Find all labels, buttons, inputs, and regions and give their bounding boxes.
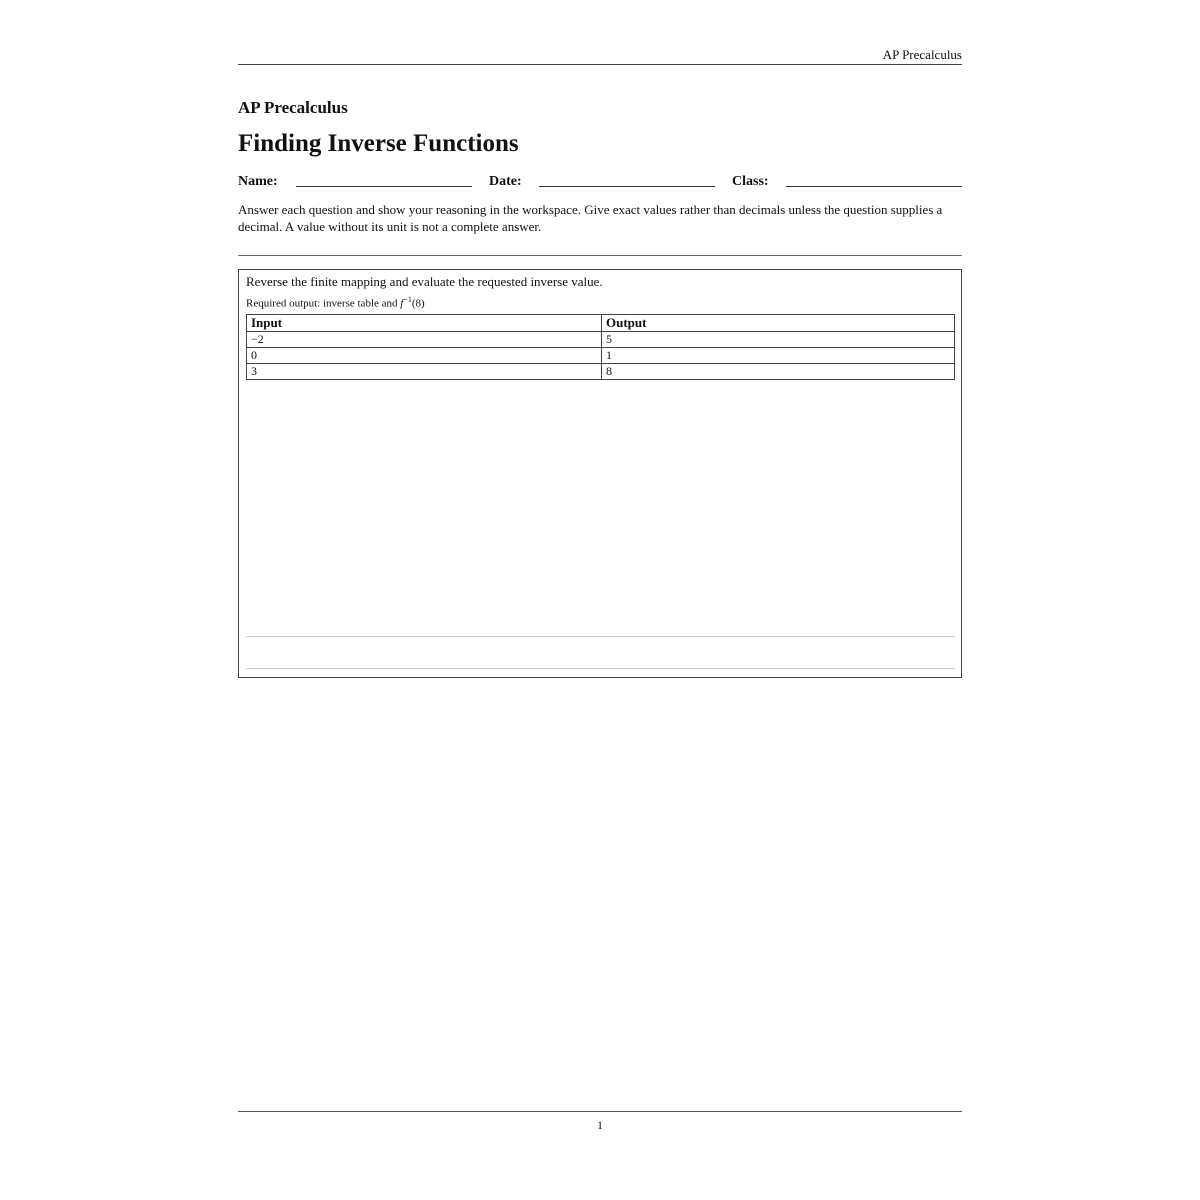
name-label: Name: bbox=[238, 174, 278, 189]
page-title: Finding Inverse Functions bbox=[238, 130, 519, 157]
date-label: Date: bbox=[489, 174, 522, 189]
input-cell: 3 bbox=[247, 364, 602, 380]
answer-line[interactable] bbox=[246, 636, 955, 637]
input-cell: 0 bbox=[247, 348, 602, 364]
running-header: AP Precalculus bbox=[882, 47, 962, 62]
problem-box bbox=[238, 269, 962, 678]
date-field[interactable] bbox=[539, 186, 715, 187]
column-header-input: Input bbox=[247, 315, 602, 332]
table-row bbox=[247, 332, 955, 348]
inverse-function-symbol: f bbox=[400, 297, 404, 310]
problem-prompt: Reverse the finite mapping and evaluate the requested inverse value. bbox=[246, 274, 603, 289]
inverse-exponent: −1 bbox=[403, 295, 412, 304]
class-label: Class: bbox=[732, 174, 769, 189]
table-row bbox=[247, 364, 955, 380]
footer-rule bbox=[238, 1111, 962, 1112]
answer-line[interactable] bbox=[246, 668, 955, 669]
table-row bbox=[247, 348, 955, 364]
required-output-text: Required output: inverse table and bbox=[246, 297, 401, 310]
table-header-row bbox=[247, 315, 955, 332]
name-field[interactable] bbox=[296, 186, 472, 187]
header-rule bbox=[238, 64, 962, 65]
mapping-table bbox=[246, 314, 955, 380]
input-cell: −2 bbox=[247, 332, 602, 348]
required-output bbox=[246, 295, 425, 310]
worksheet-page bbox=[238, 0, 962, 1200]
column-header-output: Output bbox=[602, 315, 955, 332]
page-number: 1 bbox=[597, 1118, 603, 1132]
output-cell: 8 bbox=[602, 364, 955, 380]
section-divider bbox=[238, 255, 962, 256]
inverse-argument: (8) bbox=[411, 297, 425, 310]
output-cell: 5 bbox=[602, 332, 955, 348]
output-cell: 1 bbox=[602, 348, 955, 364]
instructions: Answer each question and show your reasoning in the workspace. Give exact values rather than decimals unless the question supplies a decimal. A value without its unit is not a complete answer. bbox=[238, 202, 943, 234]
student-info-fields bbox=[238, 174, 962, 190]
course-name: AP Precalculus bbox=[238, 98, 348, 117]
class-field[interactable] bbox=[786, 186, 962, 187]
